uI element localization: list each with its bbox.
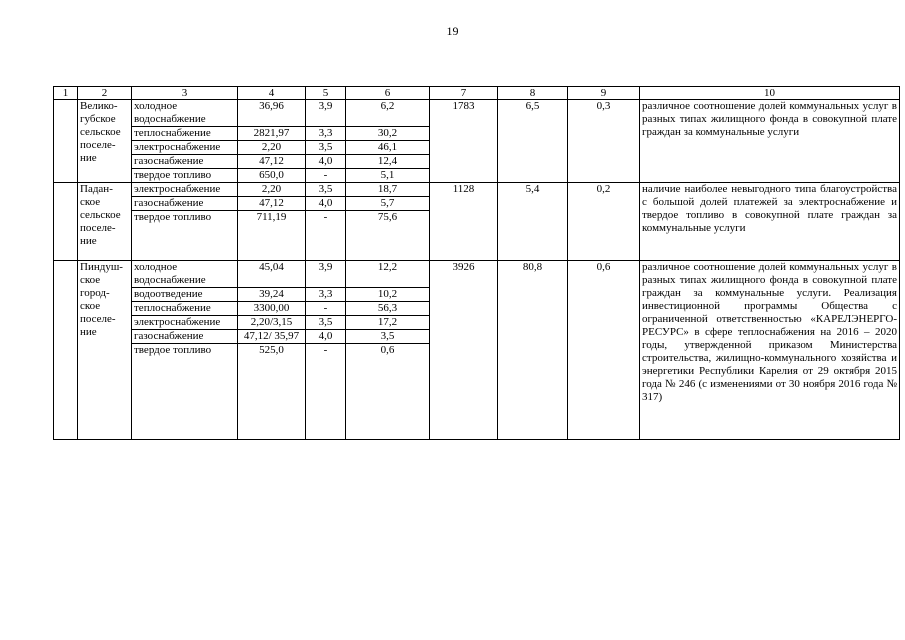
service-name: газоснабжение: [132, 155, 238, 169]
header-cell: 6: [346, 87, 430, 100]
settlement-name: Велико-губское сельское поселе-ние: [78, 100, 132, 183]
col9-value: 0,2: [568, 183, 640, 261]
growth-value: -: [306, 343, 346, 439]
share-value: 56,3: [346, 301, 430, 315]
growth-value: 3,9: [306, 100, 346, 127]
share-value: 18,7: [346, 183, 430, 197]
settlement-name: Пиндуш-ское город-ское поселе-ние: [78, 260, 132, 439]
tariff-value: 2,20: [238, 141, 306, 155]
tariff-value: 36,96: [238, 100, 306, 127]
share-value: 5,1: [346, 169, 430, 183]
growth-value: 3,9: [306, 260, 346, 287]
header-cell: 3: [132, 87, 238, 100]
row-number-cell: [54, 260, 78, 439]
service-name: холодное водоснабжение: [132, 260, 238, 287]
service-name: водоотведение: [132, 287, 238, 301]
service-name: твердое топливо: [132, 343, 238, 439]
page-number: 19: [446, 24, 459, 38]
service-spacer: [132, 224, 238, 260]
service-name: электроснабжение: [132, 315, 238, 329]
table-row: [54, 183, 900, 197]
growth-value: -: [306, 211, 346, 225]
service-name: теплоснабжение: [132, 301, 238, 315]
col8-value: 80,8: [498, 260, 568, 439]
col8-value: 5,4: [498, 183, 568, 261]
tariff-value: 2,20/3,15: [238, 315, 306, 329]
growth-value: 4,0: [306, 329, 346, 343]
service-name: теплоснабжение: [132, 127, 238, 141]
share-value: 12,2: [346, 260, 430, 287]
growth-value: 3,3: [306, 127, 346, 141]
service-name: твердое топливо: [132, 169, 238, 183]
share-value: 0,6: [346, 343, 430, 439]
tariff-value: 2821,97: [238, 127, 306, 141]
header-cell: 4: [238, 87, 306, 100]
data-table: [53, 86, 900, 440]
growth-value: 3,5: [306, 183, 346, 197]
share-value: 75,6: [346, 211, 430, 225]
growth-value: -: [306, 169, 346, 183]
header-row: [54, 87, 900, 100]
row-number-cell: [54, 100, 78, 183]
population-value: 1128: [430, 183, 498, 261]
tariff-value: 47,12: [238, 197, 306, 211]
header-cell: 1: [54, 87, 78, 100]
header-cell: 9: [568, 87, 640, 100]
population-value: 3926: [430, 260, 498, 439]
share-value: 3,5: [346, 329, 430, 343]
service-name: холодное водоснабжение: [132, 100, 238, 127]
growth-value: 3,5: [306, 141, 346, 155]
note-text: наличие наиболее невыгодного типа благоустройства с большой долей платежей за электроснабжение и твердое топливо в совокупной плате граждан за коммунальные услуги: [640, 183, 900, 261]
table-row: [54, 100, 900, 127]
note-text: различное соотношение долей коммунальных услуг в разных типах жилищного фонда в совокупной плате граждан за коммунальные услуги: [640, 100, 900, 183]
table-row: [54, 260, 900, 287]
col9-value: 0,6: [568, 260, 640, 439]
share-value: 30,2: [346, 127, 430, 141]
service-name: газоснабжение: [132, 329, 238, 343]
share-value: 46,1: [346, 141, 430, 155]
share-value: 6,2: [346, 100, 430, 127]
share-value: 12,4: [346, 155, 430, 169]
growth-spacer: [306, 224, 346, 260]
tariff-value: 45,04: [238, 260, 306, 287]
tariff-value: 3300,00: [238, 301, 306, 315]
service-name: газоснабжение: [132, 197, 238, 211]
growth-value: 4,0: [306, 155, 346, 169]
header-cell: 7: [430, 87, 498, 100]
note-text: различное соотношение долей коммунальных услуг в разных типах жилищного фонда в совокупной плате граждан за коммунальные услуги. Реализация инвестиционной программы Общества с ограниченной ответственностью «КАРЕЛЭНЕРГО-РЕСУРС» в сфере теплоснабжения на 2016 – 2020 годы, утвержденной приказом Министерства строительства, жилищно-коммунального хозяйства и энергетики Республики Карелия от 29 октября 2015 года № 246 (с изменениями от 30 ноября 2016 года № 317): [640, 260, 900, 439]
growth-value: 3,5: [306, 315, 346, 329]
growth-value: -: [306, 301, 346, 315]
settlement-name: Падан-ское сельское поселе-ние: [78, 183, 132, 261]
tariff-value: 650,0: [238, 169, 306, 183]
service-name: электроснабжение: [132, 183, 238, 197]
col9-value: 0,3: [568, 100, 640, 183]
share-spacer: [346, 224, 430, 260]
tariff-value: 2,20: [238, 183, 306, 197]
tariff-value: 39,24: [238, 287, 306, 301]
tariff-value: 47,12: [238, 155, 306, 169]
share-value: 10,2: [346, 287, 430, 301]
growth-value: 3,3: [306, 287, 346, 301]
row-number-cell: [54, 183, 78, 261]
population-value: 1783: [430, 100, 498, 183]
share-value: 5,7: [346, 197, 430, 211]
tariff-value: 47,12/ 35,97: [238, 329, 306, 343]
service-name: электроснабжение: [132, 141, 238, 155]
share-value: 17,2: [346, 315, 430, 329]
col8-value: 6,5: [498, 100, 568, 183]
growth-value: 4,0: [306, 197, 346, 211]
header-cell: 10: [640, 87, 900, 100]
tariff-spacer: [238, 224, 306, 260]
tariff-value: 525,0: [238, 343, 306, 439]
header-cell: 5: [306, 87, 346, 100]
header-cell: 8: [498, 87, 568, 100]
tariff-value: 711,19: [238, 211, 306, 225]
service-name: твердое топливо: [132, 211, 238, 225]
header-cell: 2: [78, 87, 132, 100]
